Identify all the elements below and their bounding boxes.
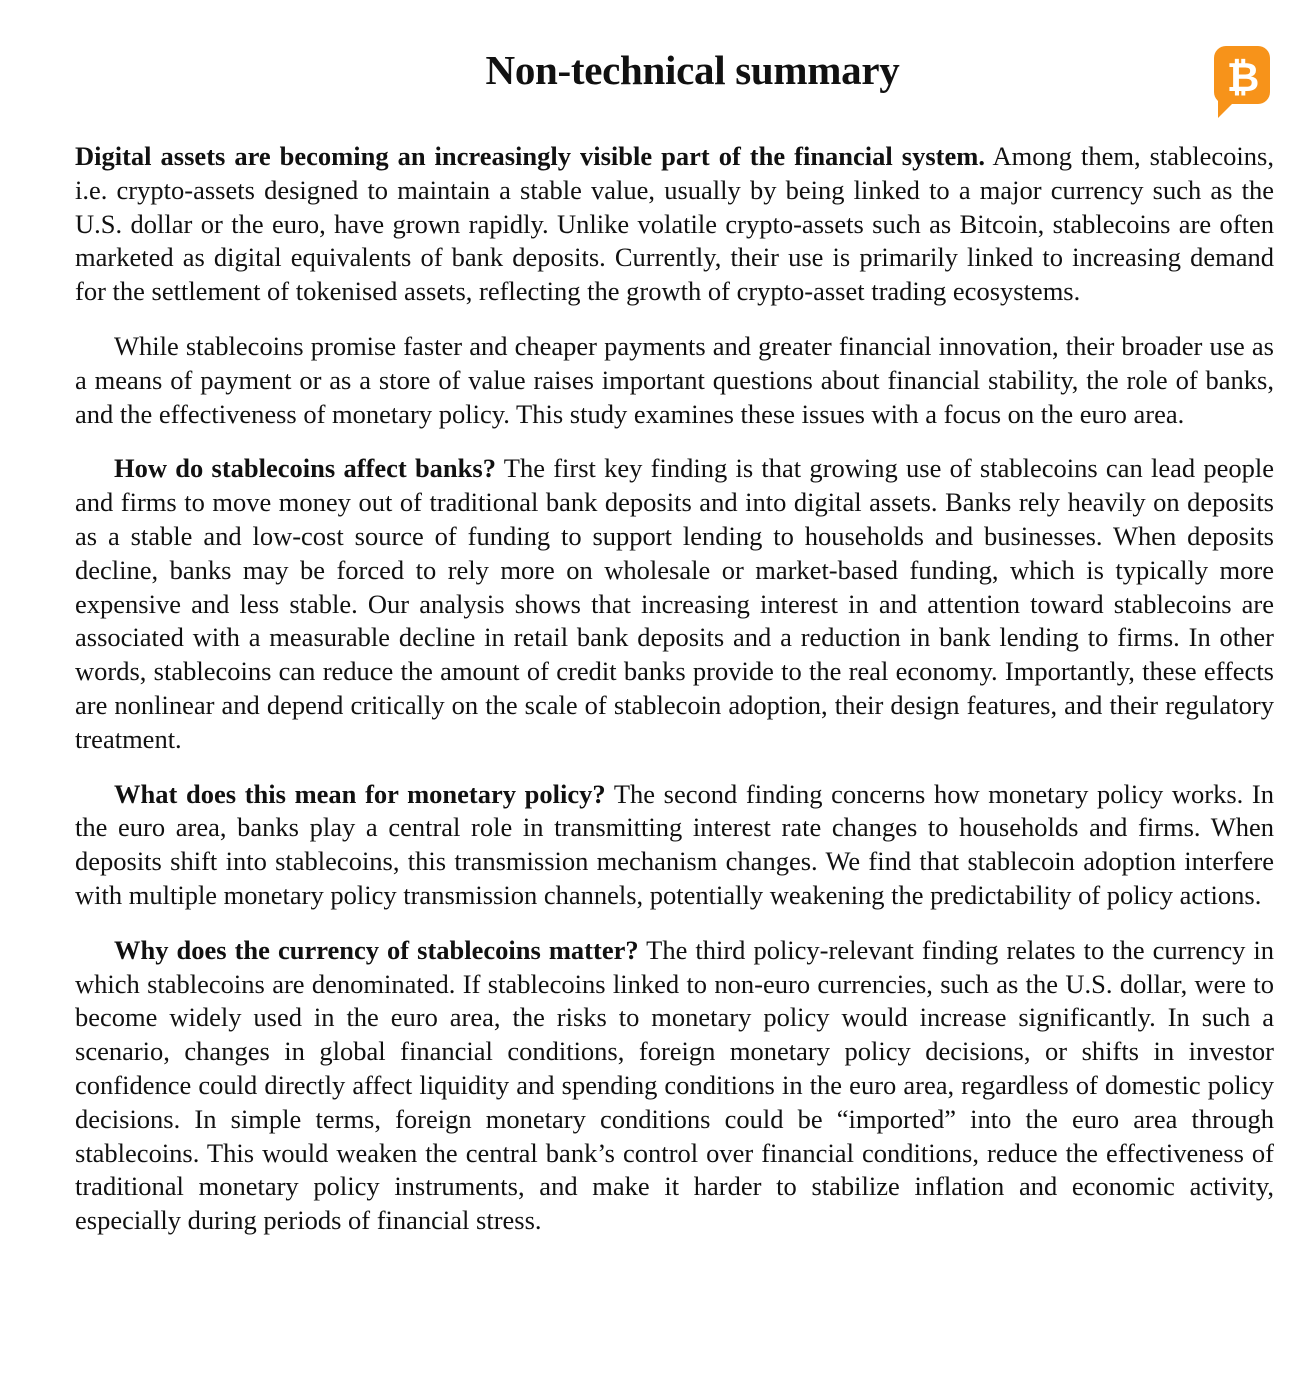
paragraph-promise: [75, 330, 1274, 431]
paragraph-monetary-policy: [75, 778, 1274, 913]
paragraph-digital-assets: [75, 140, 1274, 309]
paragraph-text: The second finding concerns how monetary policy works. In the euro area, banks play a central role in transmitting interest rate changes to households and firms. When deposits shift into stablecoins, this transmission mechanism changes. We find that stablecoin adoption interfere with multiple monetary policy transmission channels, potentially weakening the predictability of policy actions.: [75, 778, 1275, 910]
bitcoin-chat-badge-icon: [1214, 46, 1270, 118]
paragraph-text: Among them, stablecoins, i.e. crypto-assets designed to maintain a stable value, usually by being linked to a major currency such as the U.S. dollar or the euro, have grown rapidly. Unlike volatile crypto-assets such as Bitcoin, stablecoins are often marketed as digital equivalents of bank deposits. Currently, their use is primarily linked to increasing demand for the settlement of tokenised assets, reflecting the growth of crypto-asset trading ecosystems.: [75, 141, 1274, 307]
paragraph-text: The third policy-relevant finding relates to the currency in which stablecoins are denominated. If stablecoins linked to non-euro currencies, such as the U.S. dollar, were to become widely used in the euro area, the risks to monetary policy would increase significantly. In such a scenario, changes in global financial conditions, foreign monetary policy decisions, or shifts in investor confidence could directly affect liquidity and spending conditions in the euro area, regardless of domestic policy decisions. In simple terms, foreign monetary conditions could be “imported” into the euro area through stablecoins. This would weaken the central bank’s control over financial conditions, reduce the effectiveness of traditional monetary policy instruments, and make it harder to stabilize inflation and economic activity, especially during periods of financial stress.: [75, 934, 1274, 1236]
paragraph-text: The first key finding is that growing use of stablecoins can lead people and firms to move money out of traditional bank deposits and into digital assets. Banks rely heavily on deposits as a stable and low-cost source of funding to support lending to households and businesses. When deposits decline, banks may be forced to rely more on wholesale or market-based funding, which is typically more expensive and less stable. Our analysis shows that increasing interest in and attention toward stablecoins are associated with a measurable decline in retail bank deposits and a reduction in bank lending to firms. In other words, stablecoins can reduce the amount of credit banks provide to the real economy. Importantly, these effects are nonlinear and depend critically on the scale of stablecoin adoption, their design features, and their regulatory treatment.: [75, 453, 1274, 754]
paragraph-currency: [75, 934, 1274, 1238]
svg-text:₿: ₿: [1226, 55, 1260, 101]
page-title: Non-technical summary: [485, 47, 900, 93]
paragraph-lead: Digital assets are becoming an increasingly visible part of the financial system.: [75, 141, 985, 171]
paragraph-lead: What does this mean for monetary policy?: [114, 778, 606, 809]
paragraph-text: While stablecoins promise faster and cheaper payments and greater financial innovation, their broader use as a means of payment or as a store of value raises important questions about financial stability, the role of banks, and the effectiveness of monetary policy. This study examines these issues with a focus on the euro area.: [75, 330, 1274, 429]
summary-body: [75, 140, 1274, 1259]
paragraph-lead: How do stablecoins affect banks?: [114, 453, 496, 484]
paragraph-lead: Why does the currency of stablecoins matter?: [114, 934, 639, 965]
paragraph-banks: [75, 452, 1274, 756]
